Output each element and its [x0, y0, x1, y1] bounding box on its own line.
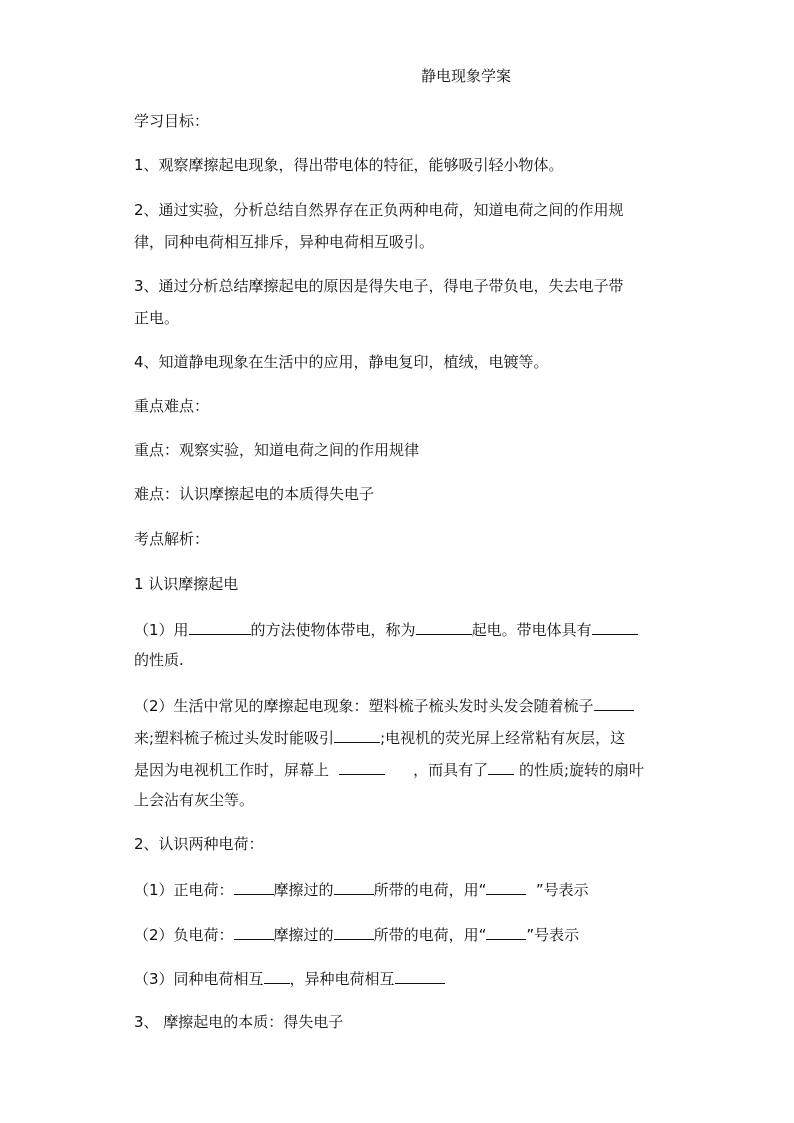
objective-3-line-1: 3、通过分析总结摩擦起电的原因是得失电子，得电子带负电，失去电子带 — [134, 277, 624, 295]
charge-interaction-line — [134, 967, 445, 989]
question-2-line-1 — [134, 694, 634, 716]
difficulty-point: 难点：认识摩擦起电的本质得失电子 — [134, 485, 375, 503]
key-point: 重点：观察实验，知道电荷之间的作用规律 — [134, 441, 420, 459]
p2-text-d: ”号表示 — [526, 926, 580, 944]
question-2-line-2 — [134, 726, 625, 748]
q1-text-a: （1）用 — [134, 621, 189, 639]
q1-blank-1[interactable] — [189, 618, 251, 635]
p1-text-b: 摩擦过的 — [273, 881, 334, 899]
question-1-line-2: 的性质. — [134, 651, 184, 669]
p2-blank-3[interactable] — [486, 923, 526, 940]
objectives-heading: 学习目标： — [134, 112, 210, 130]
negative-charge-line — [134, 923, 579, 945]
q1-blank-3[interactable] — [592, 618, 638, 635]
topic-1-heading: 1 认识摩擦起电 — [134, 575, 239, 593]
objective-2-line-1: 2、通过实验，分析总结自然界存在正负两种电荷，知道电荷之间的作用规 — [134, 201, 624, 219]
p3-text-a: （3）同种电荷相互 — [134, 970, 264, 988]
p3-blank-1[interactable] — [264, 967, 290, 984]
topic-2-heading: 2、认识两种电荷： — [134, 835, 264, 853]
question-2-line-3 — [134, 758, 644, 780]
q1-text-b: 的方法使物体带电，称为 — [250, 621, 416, 639]
q2-text-a: （2）生活中常见的摩擦起电现象：塑料梳子梳头发时头发会随着梳子 — [134, 697, 594, 715]
page-title: 静电现象学案 — [421, 67, 512, 85]
topic-3-heading: 3、 摩擦起电的本质：得失电子 — [134, 1013, 344, 1031]
q1-text-c: 起电。带电体具有 — [471, 621, 592, 639]
q2-blank-3[interactable] — [339, 758, 385, 775]
q2-blank-1[interactable] — [594, 694, 634, 711]
p1-blank-3[interactable] — [486, 878, 526, 895]
objective-4: 4、知道静电现象在生活中的应用，静电复印，植绒，电镀等。 — [134, 353, 549, 371]
p2-text-b: 摩擦过的 — [273, 926, 334, 944]
p1-blank-2[interactable] — [334, 878, 374, 895]
q2-blank-2[interactable] — [334, 726, 380, 743]
objective-1: 1、观察摩擦起电现象，得出带电体的特征，能够吸引轻小物体。 — [134, 156, 564, 174]
q2-blank-4[interactable] — [488, 758, 514, 775]
analysis-heading: 考点解析： — [134, 530, 210, 548]
p3-blank-2[interactable] — [395, 967, 445, 984]
question-1-line-1 — [134, 618, 638, 640]
positive-charge-line — [134, 878, 589, 900]
p1-text-a: （1）正电荷： — [134, 881, 234, 899]
objective-2-line-2: 律，同种电荷相互排斥，异种电荷相互吸引。 — [134, 233, 435, 251]
p1-text-d: ”号表示 — [535, 881, 589, 899]
q2-text-b: 来;塑料梳子梳过头发时能吸引 — [134, 729, 335, 747]
q1-blank-2[interactable] — [416, 618, 472, 635]
q2-text-d: 是因为电视机工作时，屏幕上 — [134, 761, 330, 779]
p1-text-c: 所带的电荷，用“ — [373, 881, 487, 899]
p3-text-b: ，异种电荷相互 — [289, 970, 395, 988]
p1-blank-1[interactable] — [234, 878, 274, 895]
key-difficulty-heading: 重点难点： — [134, 397, 210, 415]
q2-text-f: 的性质;旋转的扇叶 — [518, 761, 645, 779]
q2-text-c: ;电视机的荧光屏上经常粘有灰层，这 — [380, 729, 626, 747]
objective-3-line-2: 正电。 — [134, 309, 180, 327]
p2-blank-2[interactable] — [334, 923, 374, 940]
q2-text-e: ，而具有了 — [413, 761, 489, 779]
p2-text-a: （2）负电荷： — [134, 926, 234, 944]
p2-text-c: 所带的电荷，用“ — [373, 926, 487, 944]
p2-blank-1[interactable] — [234, 923, 274, 940]
question-2-line-4: 上会沾有灰尘等。 — [134, 791, 255, 809]
